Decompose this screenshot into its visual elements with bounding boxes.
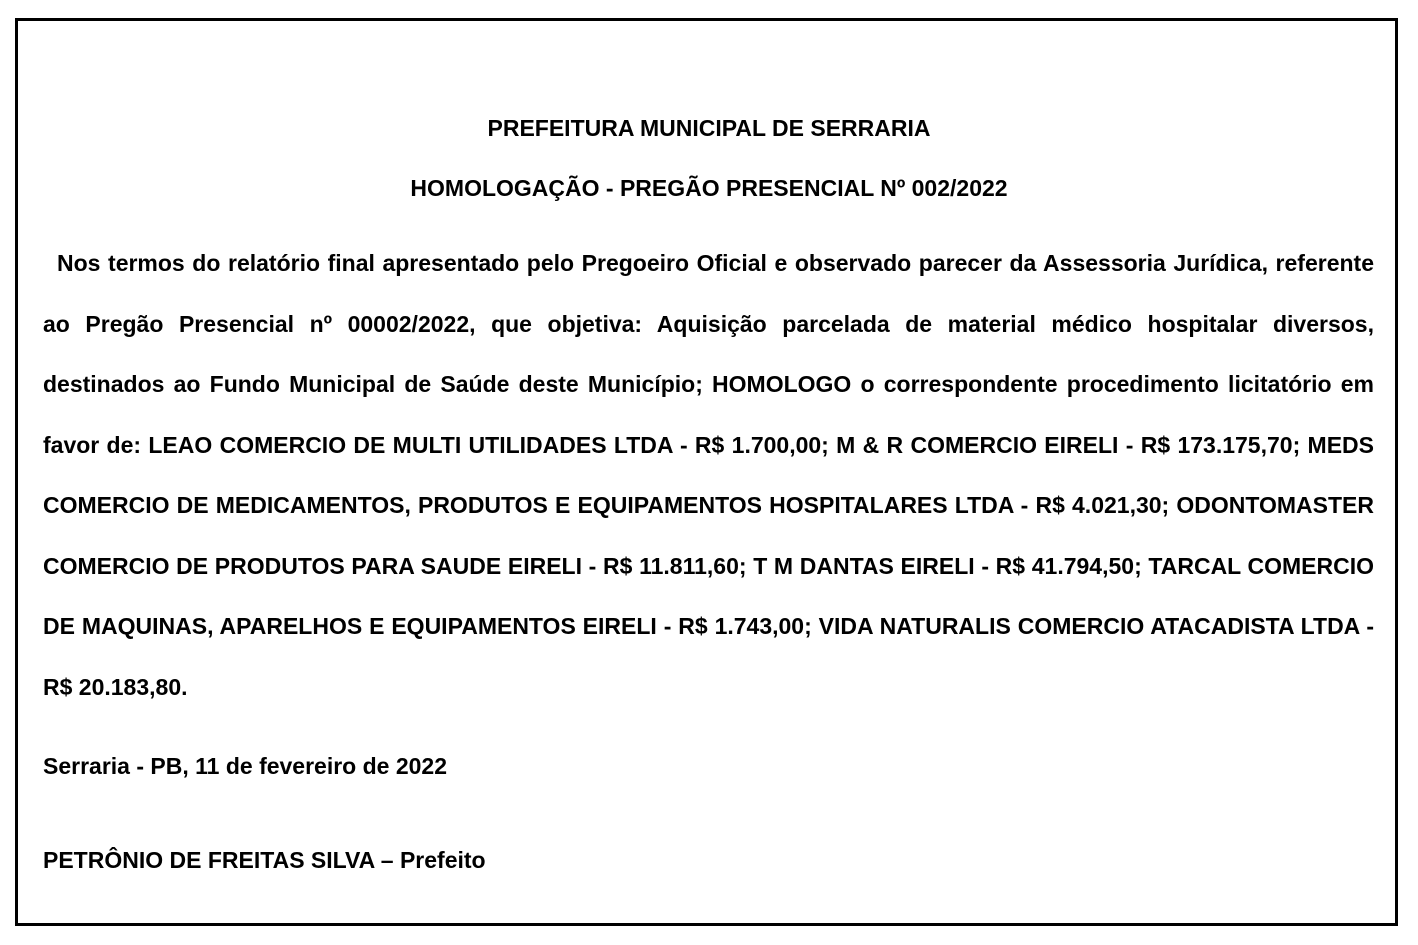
notice-title: PREFEITURA MUNICIPAL DE SERRARIA bbox=[487, 115, 931, 141]
notice-body: Nos termos do relatório final apresentado pelo Pregoeiro Oficial e observado parecer da Assessoria Jurídica, referente ao Pregão Presencial nº 00002/2022, que objetiva: Aquisição parcelada de material médico hospitalar diversos, destinados ao Fundo Municipal de Saúde deste Município; HOMOLOGO o correspondente procedimento licitatório em favor de: LEAO COMERCIO DE MULTI UTILIDADES LTDA - R$ 1.700,00; M & R COMERCIO EIRELI - R$ 173.175,70; MEDS COMERCIO DE MEDICAMENTOS, PRODUTOS E EQUIPAMENTOS HOSPITALARES LTDA - R$ 4.021,30; ODONTOMASTER COMERCIO DE PRODUTOS PARA SAUDE EIRELI - R$ 11.811,60; T M DANTAS EIRELI - R$ 41.794,50; TARCAL COMERCIO DE MAQUINAS, APARELHOS E EQUIPAMENTOS EIRELI - R$ 1.743,00; VIDA NATURALIS COMERCIO ATACADISTA LTDA - R$ 20.183,80. bbox=[43, 250, 1374, 700]
notice-date: Serraria - PB, 11 de fevereiro de 2022 bbox=[43, 753, 448, 779]
notice-signature: PETRÔNIO DE FREITAS SILVA – Prefeito bbox=[43, 847, 486, 873]
notice-subtitle: HOMOLOGAÇÃO - PREGÃO PRESENCIAL Nº 002/2022 bbox=[410, 175, 1008, 201]
